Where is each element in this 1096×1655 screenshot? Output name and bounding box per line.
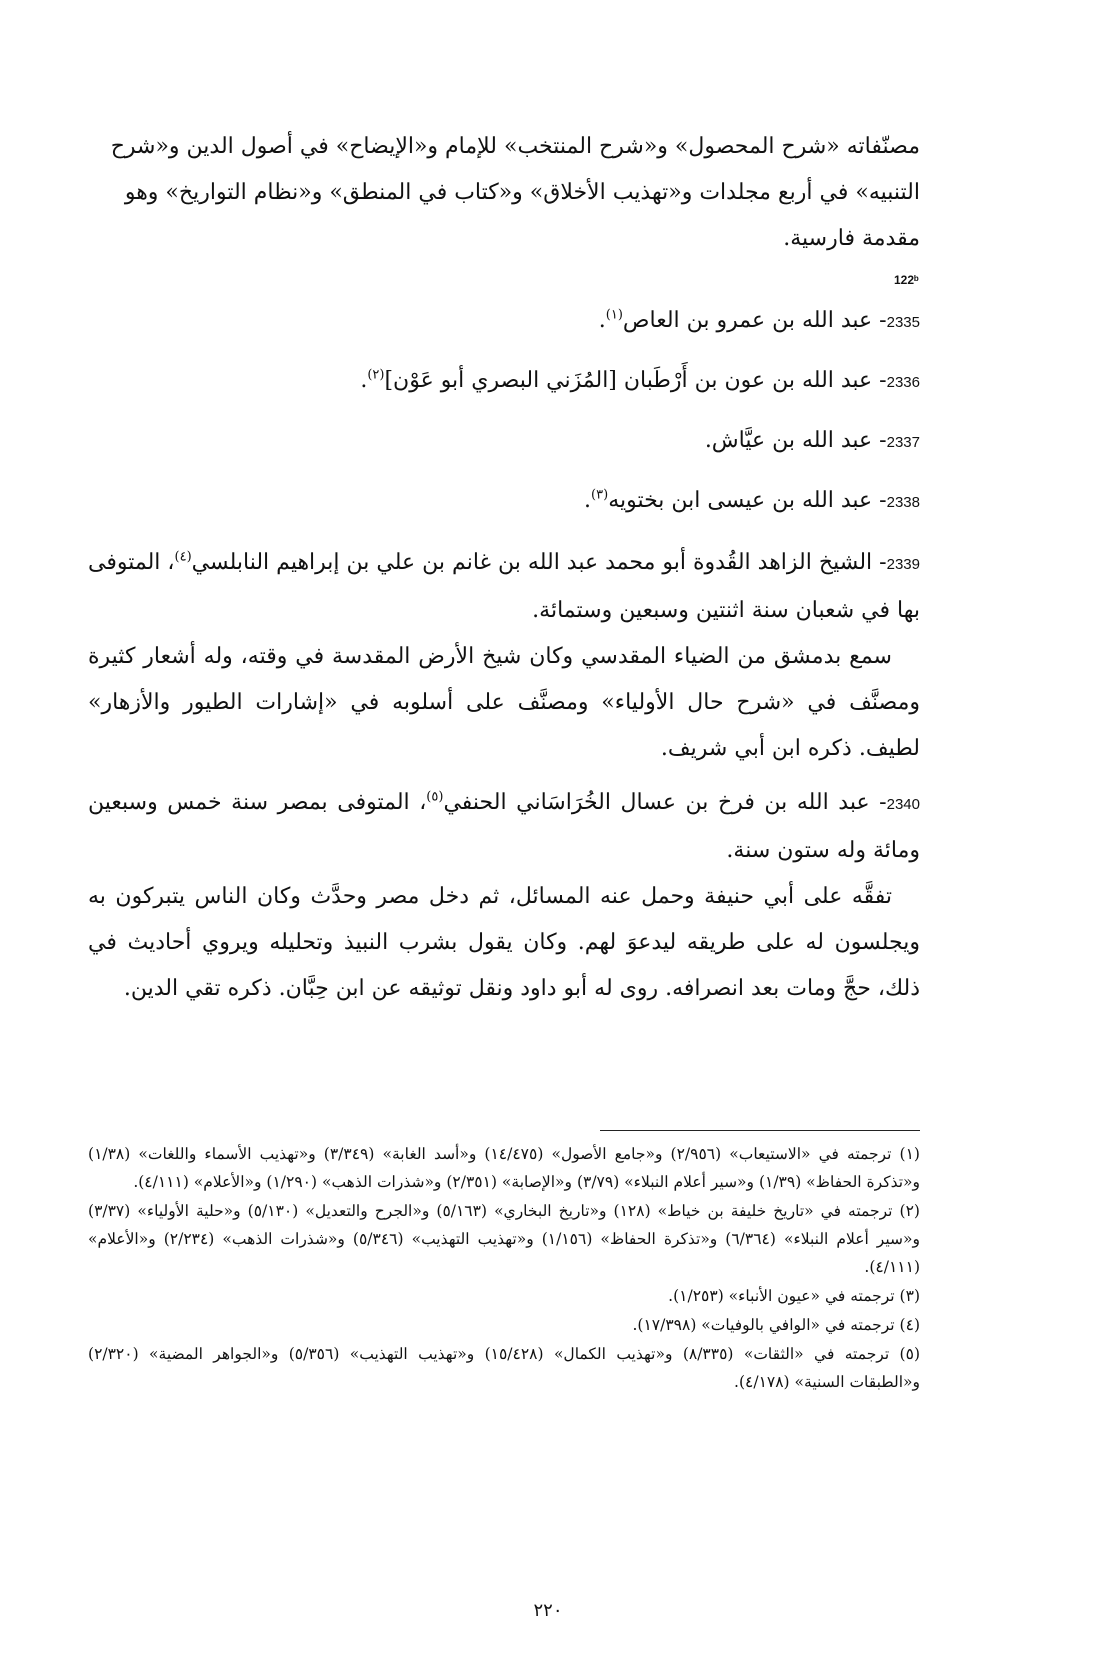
entry-number: 2336 — [886, 374, 920, 391]
footnote-label: (٣) — [899, 1287, 920, 1305]
folio-marker: 122ᵇ — [894, 273, 919, 287]
footnote-ref: (٤) — [174, 549, 192, 565]
entry-2337: 2337- عبد الله بن عيَّاش. — [704, 428, 920, 453]
footnote-divider — [600, 1130, 920, 1131]
footnote-label: (٢) — [899, 1202, 920, 1220]
footnote-text: ترجمته في «عيون الأنباء» (١/٢٥٣). — [668, 1287, 895, 1305]
footnote-label: (٥) — [899, 1345, 920, 1363]
entry-2335: 2335- عبد الله بن عمرو بن العاص$^{(١)}$. — [598, 307, 920, 333]
entry-2339 — [88, 540, 920, 772]
footnote-label: (٤) — [899, 1316, 920, 1334]
footnote — [88, 1311, 920, 1339]
footnote — [88, 1282, 920, 1310]
footnote-ref: (٢) — [367, 367, 385, 383]
entry-text: عبد الله بن فرخ بن عسال الخُرَاسَاني الحنفي — [443, 790, 870, 815]
entry-2338: 2338- عبد الله بن عيسى ابن بختويه$^{(٣)}$. — [584, 487, 920, 513]
entry-text: عبد الله بن عيَّاش. — [704, 428, 873, 453]
footnote — [88, 1197, 920, 1281]
entry-text: الشيخ الزاهد القُدوة أبو محمد عبد الله بن غانم بن علي بن إبراهيم النابلسي — [191, 550, 873, 575]
entry-number: 2335 — [886, 314, 920, 331]
intro-line: مصنّفاته «شرح المحصول» و«شرح المنتخب» للإمام و«الإيضاح» في أصول الدين و«شرح — [110, 134, 920, 159]
intro-line: التنبيه» في أربع مجلدات و«تهذيب الأخلاق» و«كتاب في المنطق» و«نظام التواريخ» وهو — [124, 180, 920, 205]
footnote-ref: (٥) — [426, 789, 444, 805]
entry-number: 2340 — [886, 796, 920, 813]
page-number: ٢٢٠ — [533, 1600, 563, 1621]
entry-text: عبد الله بن عمرو بن العاص — [622, 308, 873, 333]
entry-body: سمع بدمشق من الضياء المقدسي وكان شيخ الأرض المقدسة في وقته، وله أشعار كثيرة ومصنَّف في «شرح حال الأولياء» ومصنَّف على أسلوبه في «إشارات الطيور والأزهار» لطيف. ذكره ابن أبي شريف. — [88, 644, 920, 761]
footnote — [88, 1340, 920, 1396]
entry-2340 — [88, 780, 920, 1012]
footnote-text: ترجمته في «الاستيعاب» (٢/٩٥٦) و«جامع الأصول» (١٤/٤٧٥) و«أسد الغابة» (٣/٣٤٩) و«تهذيب الأسماء واللغات» (١/٣٨) و«تذكرة الحفاظ» (١/٣٩) و«سير أعلام النبلاء» (٣/٧٩) و«الإصابة» (٢/٣٥١) و«شذرات الذهب» (١/٢٩٠) و«الأعلام» (٤/١١١). — [88, 1145, 920, 1191]
entry-body: تفقَّه على أبي حنيفة وحمل عنه المسائل، ثم دخل مصر وحدَّث وكان الناس يتبركون به ويجلسون له على طريقه ليدعوَ لهم. وكان يقول بشرب النبيذ وتحليله ويروي أحاديث في ذلك، حجَّ ومات بعد انصرافه. روى له أبو داود ونقل توثيقه عن ابن حِبَّان. ذكره تقي الدين. — [88, 884, 920, 1001]
footnote — [88, 1140, 920, 1196]
footnote-ref: (٣) — [591, 487, 609, 503]
footnote-text: ترجمته في «الثقات» (٨/٣٣٥) و«تهذيب الكمال» (١٥/٤٢٨) و«تهذيب التهذيب» (٥/٣٥٦) و«الجواهر المضية» (٢/٣٢٠) و«الطبقات السنية» (٤/١٧٨). — [88, 1345, 920, 1391]
footnote-text: ترجمته في «تاريخ خليفة بن خياط» (١٢٨) و«تاريخ البخاري» (٥/١٦٣) و«الجرح والتعديل» (٥/١٣٠) و«حلية الأولياء» (٣/٣٧) و«سير أعلام النبلاء» (٦/٣٦٤) و«تذكرة الحفاظ» (١/١٥٦) و«تهذيب التهذيب» (٥/٣٤٦) و«شذرات الذهب» (٢/٢٣٤) و«الأعلام» (٤/١١١). — [88, 1202, 920, 1276]
entry-number: 2338 — [886, 494, 920, 511]
entry-text: عبد الله بن عون بن أَرْطَبان [المُزَني البصري أبو عَوْن] — [384, 368, 873, 393]
footnote-text: ترجمته في «الوافي بالوفيات» (١٧/٣٩٨). — [632, 1316, 895, 1334]
intro-paragraph — [88, 124, 920, 262]
footnotes — [88, 1140, 920, 1397]
entry-number: 2339 — [886, 556, 920, 573]
entry-2336: 2336- عبد الله بن عون بن أَرْطَبان [المُزَني البصري أبو عَوْن]$^{(٢)}$. — [360, 367, 920, 393]
entry-heading: 2339- الشيخ الزاهد القُدوة أبو محمد عبد الله بن غانم بن علي بن إبراهيم النابلسي$^{(٤)}$، المتوفى بها في شعبان سنة اثنتين وسبعين وستمائة. — [88, 549, 920, 623]
entry-text: عبد الله بن عيسى ابن بختويه — [608, 488, 873, 513]
entry-heading: 2340- عبد الله بن فرخ بن عسال الخُرَاسَاني الحنفي$^{(٥)}$، المتوفى بمصر سنة خمس وسبعين ومائة وله ستون سنة. — [88, 789, 920, 863]
entry-number: 2337 — [886, 434, 920, 451]
footnote-ref: (١) — [605, 307, 623, 323]
footnote-label: (١) — [899, 1145, 920, 1163]
intro-line: مقدمة فارسية. — [783, 226, 920, 251]
